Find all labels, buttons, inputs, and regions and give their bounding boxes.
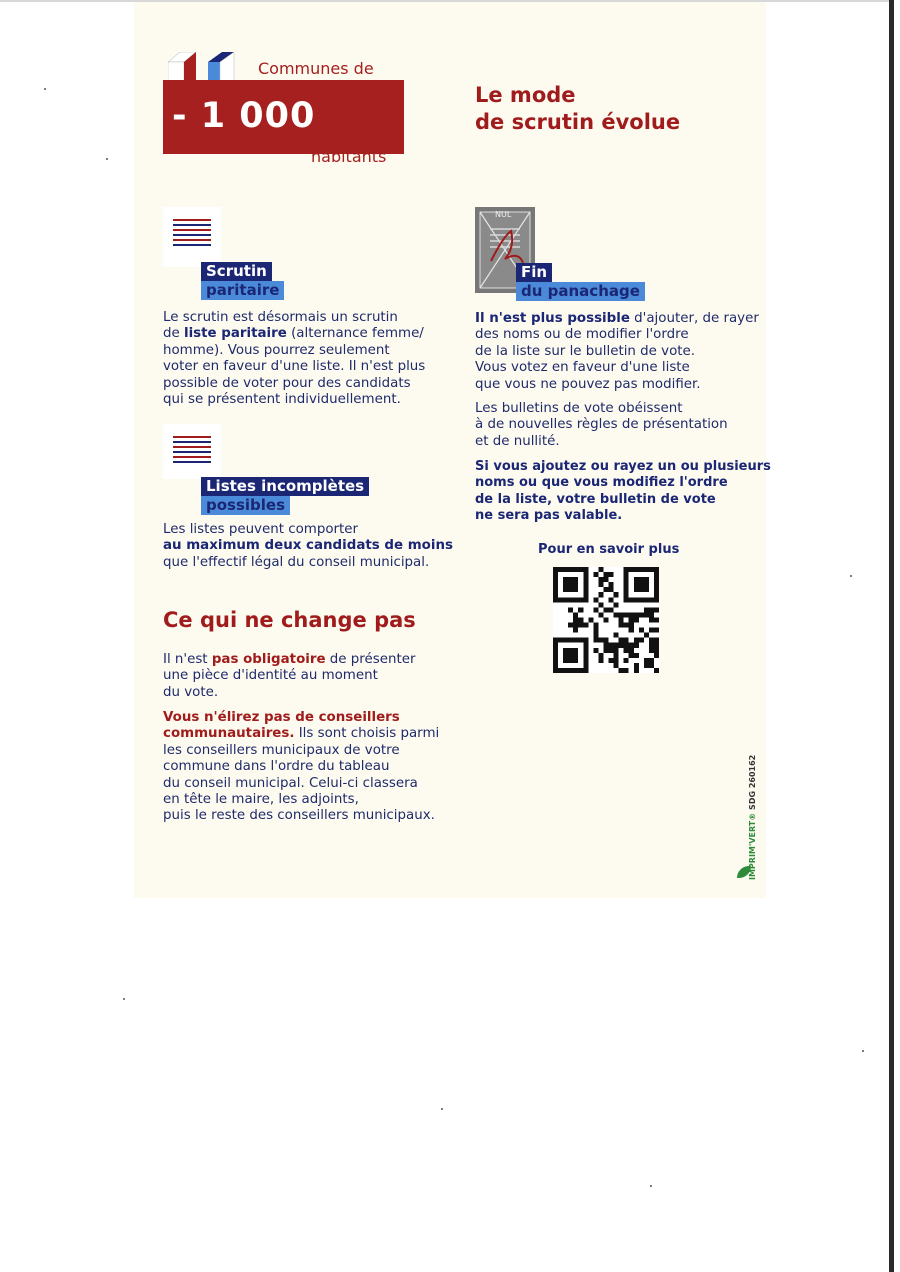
text-line: les conseillers municipaux de votre (163, 742, 400, 758)
scan-speck (123, 998, 125, 1000)
communes-label: Communes de (258, 59, 374, 78)
imprim-vert-mark (748, 755, 757, 880)
text-line: ne sera pas valable. (475, 508, 623, 524)
text-line: du conseil municipal. Celui-ci classera (163, 775, 418, 791)
tag-fin-panachage (516, 263, 645, 301)
tag-line-1: Scrutin (201, 262, 272, 281)
savoir-plus-label: Pour en savoir plus (538, 542, 680, 557)
text-line (163, 652, 415, 668)
tag-scrutin-paritaire (201, 262, 284, 300)
text-line: voter en faveur d'une liste. Il n'est plus (163, 359, 426, 375)
imprim-brand: IMPRIM'VERT® (748, 812, 757, 880)
text-line: homme). Vous pourrez seulement (163, 342, 390, 358)
text-fragment: Ils sont choisis parmi (294, 726, 440, 742)
ne-change-pas-text-1 (163, 652, 415, 701)
scan-speck (650, 1185, 652, 1187)
tag-line-2: possibles (201, 496, 290, 515)
text-line: noms ou que vous modifiez l'ordre (475, 475, 728, 491)
text-line: en tête le maire, les adjoints, (163, 792, 359, 808)
text-bold: pas obligatoire (211, 652, 326, 667)
text-line: commune dans l'ordre du tableau (163, 759, 390, 775)
text-line: Les listes peuvent comporter (163, 522, 359, 537)
mode-title-line2: de scrutin évolue (475, 110, 681, 134)
text-line: possible de voter pour des candidats (163, 375, 411, 391)
text-line: Vous votez en faveur d'une liste (475, 360, 690, 376)
scrutin-paritaire-text (163, 310, 425, 408)
tag-line-1: Fin (516, 263, 552, 282)
text-fragment: Il n'est (163, 652, 212, 667)
scan-right-edge (889, 0, 894, 1272)
text-line: que l'effectif légal du conseil municipal. (163, 554, 430, 570)
text-line: Le scrutin est désormais un scrutin (163, 310, 398, 325)
text-line: qui se présentent individuellement. (163, 392, 401, 408)
ne-change-pas-text-2 (163, 710, 439, 825)
scan-speck (850, 575, 852, 577)
tag-listes-incompletes (201, 477, 369, 515)
tag-line-1: Listes incomplètes (201, 477, 369, 496)
text-line: puis le reste des conseillers municipaux. (163, 808, 435, 824)
habitants-label: habitants (311, 147, 387, 166)
ne-change-pas-title: Ce qui ne change pas (163, 608, 416, 632)
text-line: à de nouvelles règles de présentation (475, 417, 728, 433)
text-line: Si vous ajoutez ou rayez un ou plusieurs (475, 459, 771, 474)
nul-label: NUL (495, 210, 512, 219)
qr-code[interactable] (553, 567, 659, 673)
text-fragment: de (163, 326, 184, 342)
text-line (475, 311, 759, 327)
text-bold: liste paritaire (184, 326, 287, 342)
text-bold: au maximum deux candidats de moins (163, 538, 453, 554)
text-line: de la liste, votre bulletin de vote (475, 491, 716, 507)
fin-panachage-text-2 (475, 401, 728, 450)
text-line: que vous ne pouvez pas modifier. (475, 376, 701, 392)
ballot-lines-icon (163, 207, 221, 267)
text-line: des noms ou de modifier l'ordre (475, 327, 689, 343)
tag-line-2: du panachage (516, 282, 645, 301)
text-line: de la liste sur le bulletin de vote. (475, 343, 696, 359)
text-line (163, 726, 439, 742)
scan-speck (441, 1108, 443, 1110)
tag-line-2: paritaire (201, 281, 284, 300)
text-bold: Vous n'élirez pas de conseillers (163, 710, 400, 725)
scan-speck (106, 158, 108, 160)
text-bold: Il n'est plus possible (475, 311, 630, 326)
fin-panachage-text-1 (475, 311, 759, 393)
population-number: - 1 000 (172, 96, 316, 136)
text-line: une pièce d'identité au moment (163, 668, 378, 684)
scan-speck (862, 1050, 864, 1052)
mode-title (475, 82, 680, 136)
text-fragment: de présenter (325, 652, 416, 667)
text-line (163, 326, 425, 342)
text-bold: communautaires. (163, 726, 295, 742)
text-fragment: (alternance femme/ (286, 326, 424, 342)
listes-incompletes-text (163, 522, 453, 571)
ballot-lines-icon (163, 424, 221, 479)
mode-title-line1: Le mode (475, 83, 576, 107)
imprim-code: SDG 260162 (748, 754, 757, 810)
text-line: Les bulletins de vote obéissent (475, 401, 683, 416)
fin-panachage-warning (475, 459, 771, 525)
scan-speck (44, 88, 46, 90)
text-line: et de nullité. (475, 433, 560, 449)
text-line: du vote. (163, 684, 219, 700)
text-fragment: d'ajouter, de rayer (629, 311, 759, 326)
